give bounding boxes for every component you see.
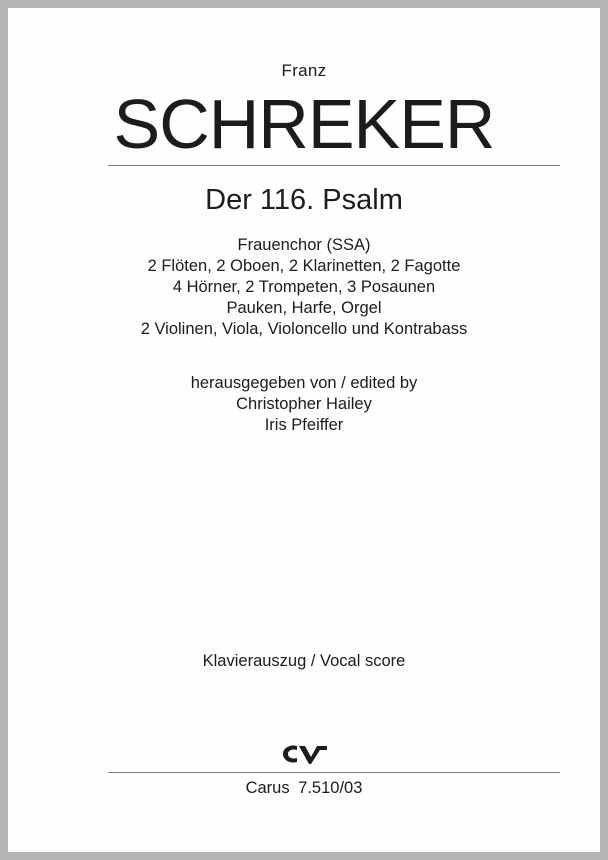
editors-heading: herausgegeben von / edited by bbox=[190, 374, 418, 392]
scoring-line: Pauken, Harfe, Orgel bbox=[226, 299, 382, 317]
score-cover bbox=[8, 8, 600, 852]
score-type: Klavierauszug / Vocal score bbox=[202, 652, 406, 670]
carus-logo-icon bbox=[280, 742, 330, 766]
scoring-line: 2 Flöten, 2 Oboen, 2 Klarinetten, 2 Fagotte bbox=[147, 257, 461, 275]
editor-name: Christopher Hailey bbox=[236, 395, 372, 413]
catalog-number: Carus 7.510/03 bbox=[245, 779, 363, 797]
editors-block bbox=[8, 373, 600, 436]
bottom-divider bbox=[108, 772, 560, 773]
scoring-line: 4 Hörner, 2 Trompeten, 3 Posaunen bbox=[172, 278, 436, 296]
work-title: Der 116. Psalm bbox=[205, 184, 403, 216]
editor-name: Iris Pfeiffer bbox=[264, 416, 344, 434]
composer-last-name: SCHREKER bbox=[113, 85, 495, 163]
composer-first-name: Franz bbox=[281, 61, 327, 80]
scoring-line: Frauenchor (SSA) bbox=[237, 236, 371, 254]
scoring-line: 2 Violinen, Viola, Violoncello und Kontrabass bbox=[140, 320, 468, 338]
scoring-block bbox=[8, 235, 600, 340]
top-divider bbox=[108, 165, 560, 166]
